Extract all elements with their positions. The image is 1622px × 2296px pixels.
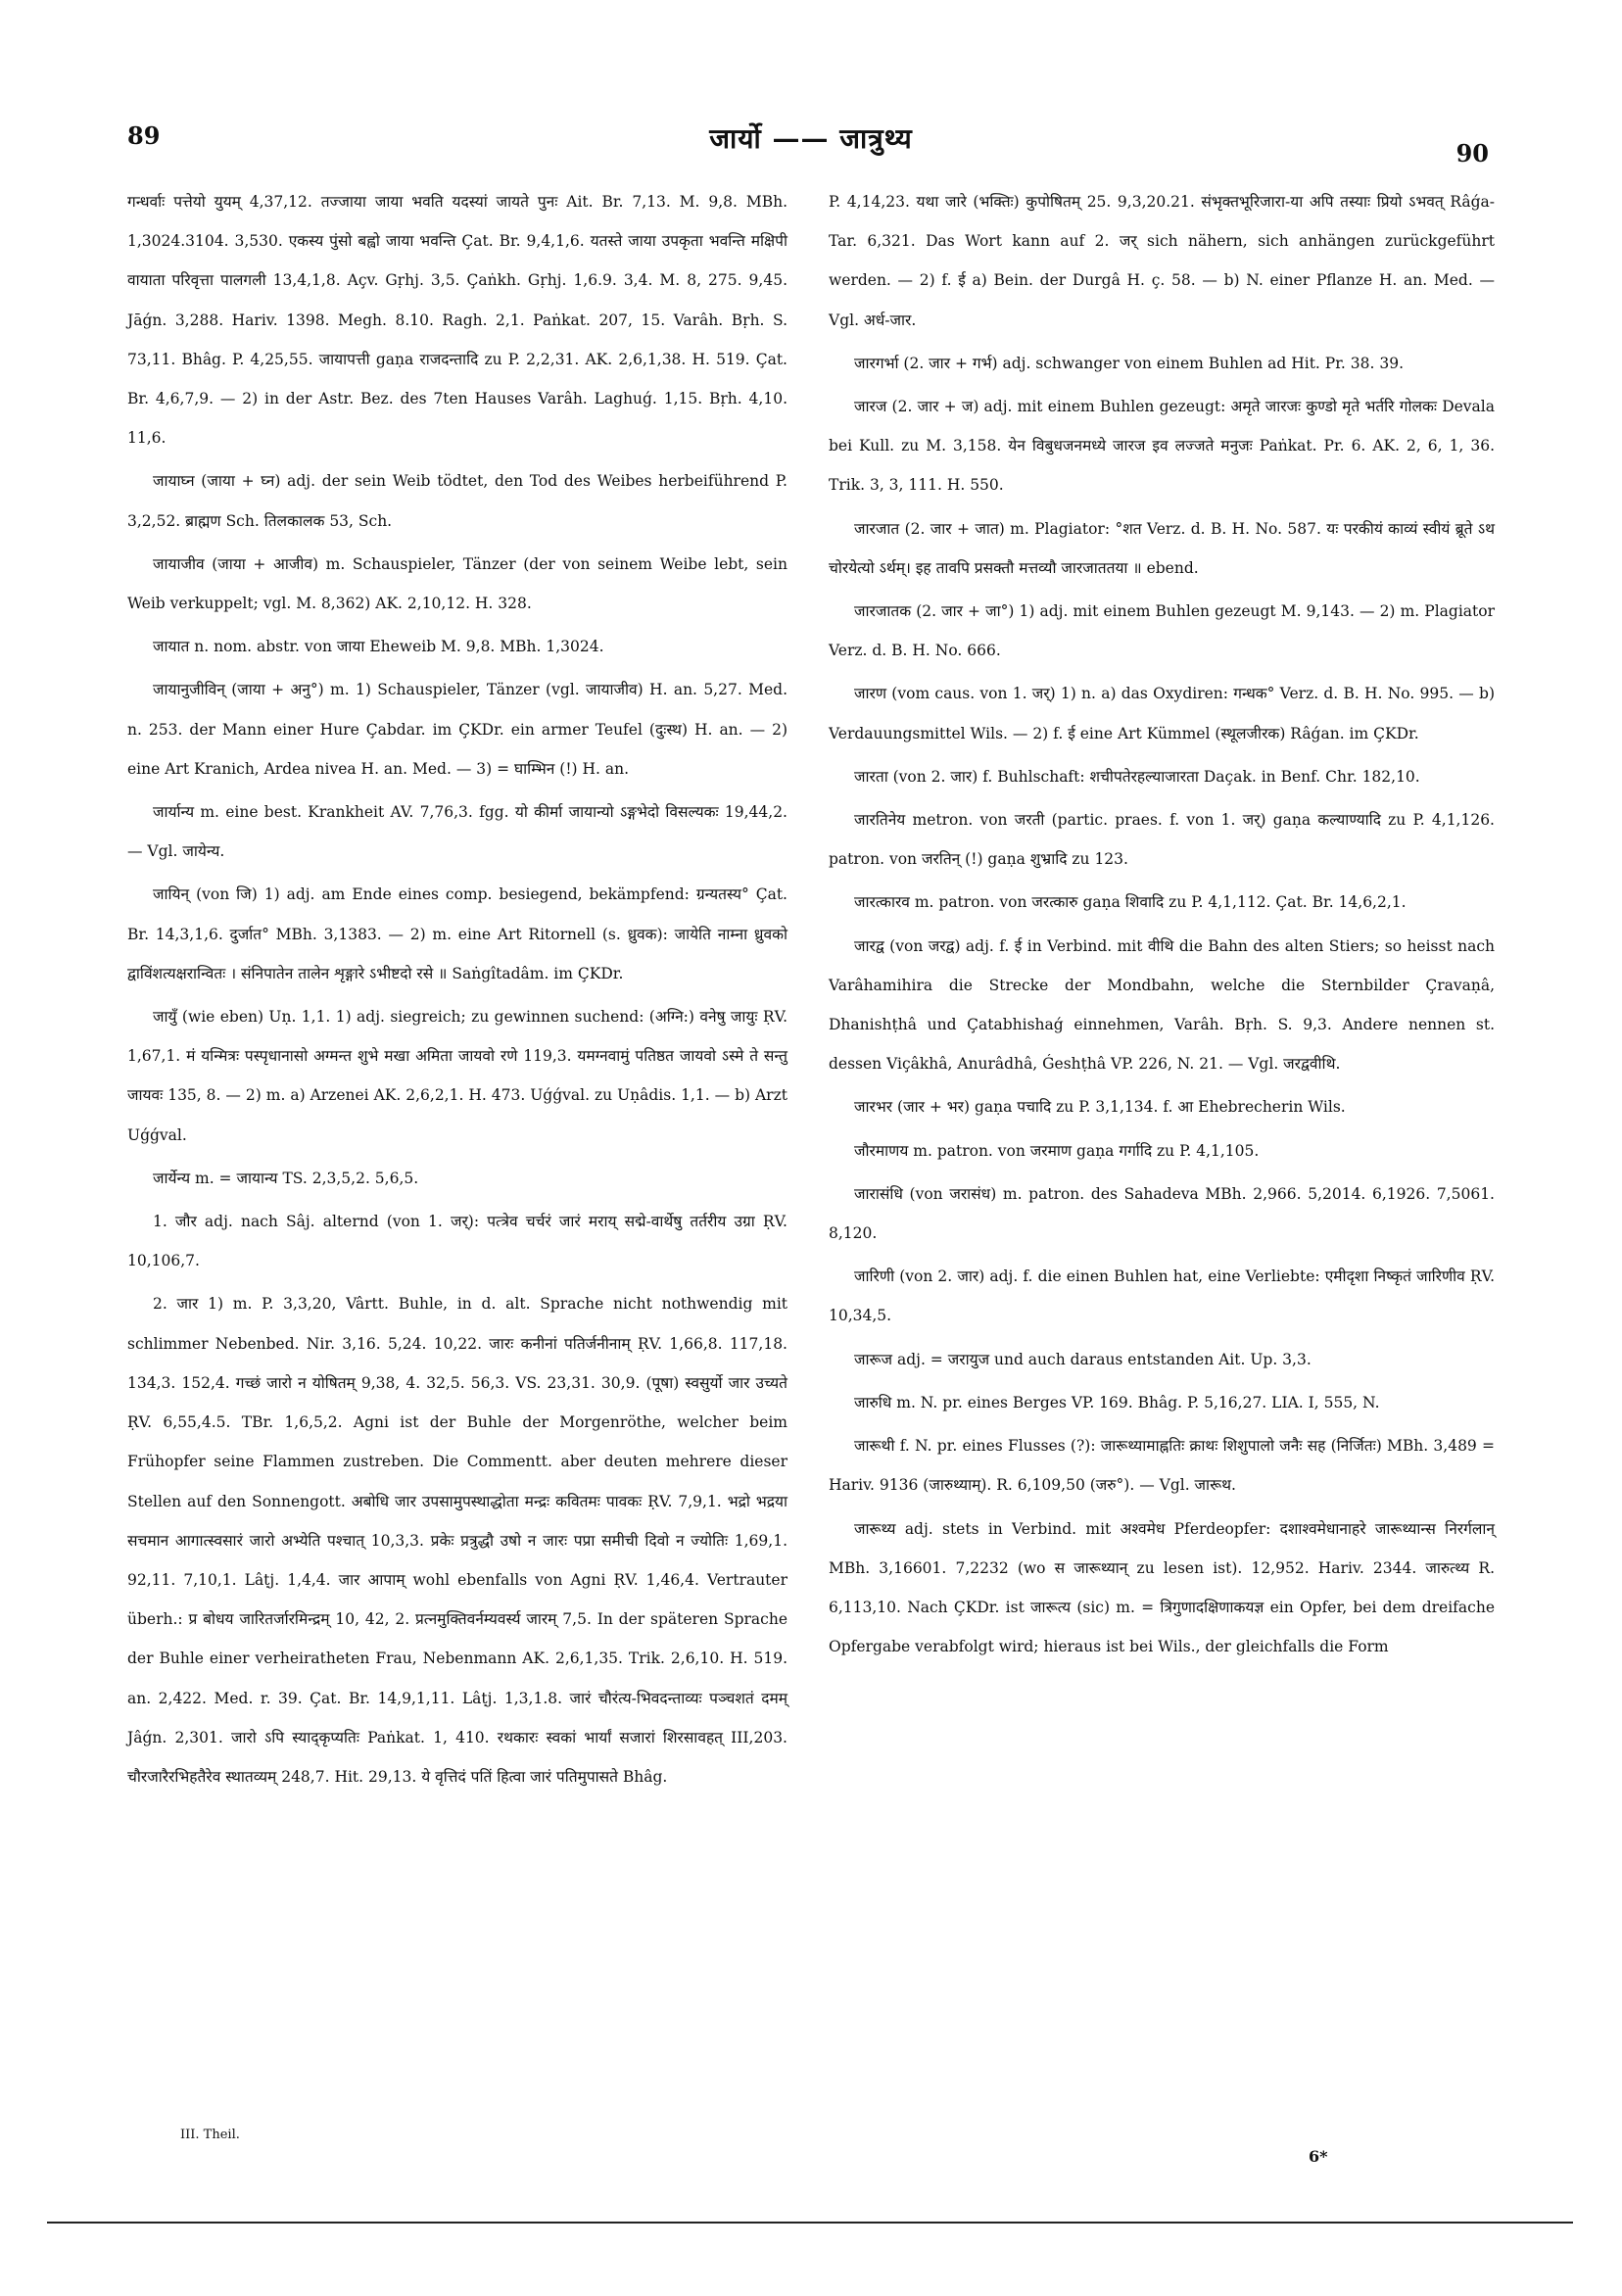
- dictionary-entry: जारता (von 2. जार) f. Buhlschaft: शचीपतेरहल्याजारता Daçak. in Benf. Chr. 182,10.: [854, 767, 1420, 786]
- dictionary-entry: जारजातक (2. जार + जा°) 1) adj. mit einem Buhlen gezeugt M. 9,143. — 2) m. Plagiator Verz. d. B. H. No. 666.: [829, 602, 1495, 660]
- dictionary-entry: जारूथी f. N. pr. eines Flusses (?): जारूथ्यामाह्नतिः क्राथः शिशुपालो जनैः सह (निर्जितः) MBh. 3,489 = Hariv. 9136 (जारुथ्याम्). R. 6,109,50 (जरु°). — Vgl. जारूथ.: [829, 1437, 1495, 1495]
- dictionary-entry: जारज (2. जार + ज) adj. mit einem Buhlen gezeugt: अमृते जारजः कुण्डो मृते भर्तरि गोलकः Devala bei Kull. zu M. 3,158. येन विबुधजनमध्ये जारज इव लज्जते मनुजः Paṅkat. Pr. 6. AK. 2, 6, 1, 36. Trik. 3, 3, 111. H. 550.: [829, 398, 1495, 495]
- dictionary-entry: जौरमाणय m. patron. von जरमाण gaṇa गर्गादि zu P. 4,1,105.: [854, 1141, 1260, 1160]
- dictionary-entry: जायुँ (wie eben) Uṇ. 1,1. 1) adj. siegreich; zu gewinnen suchend: (अग्नि:) वनेषु जायुः ṚV. 1,67,1. मं यन्मित्रः पस्पृधानासो अग्मन्त शुभे मखा अमिता जायवो रणे 119,3. यमग्नवामुं पतिष्ठत जायवो ऽस्मे ते सन्तु जायवः 135, 8. — 2) m. a) Arzenei AK. 2,6,2,1. H. 473. Uǵǵval. zu Uṇâdis. 1,1. — b) Arzt Uǵǵval.: [127, 1008, 787, 1144]
- dictionary-entry: जायानुजीविन् (जाया + अनु°) m. 1) Schauspieler, Tänzer (vgl. जायाजीव) H. an. 5,27. Med. n. 253. der Mann einer Hure Çabdar. im ÇKDr. ein armer Teufel (दुःस्थ) H. an. — 2) eine Art Kranich, Ardea nivea H. an. Med. — 3) = घाम्भिन (!) H. an.: [127, 681, 787, 778]
- dictionary-entry: जारासंधि (von जरासंध) m. patron. des Sahadeva MBh. 2,966. 5,2014. 6,1926. 7,5061. 8,120.: [829, 1184, 1495, 1243]
- volume-note: III. Theil.: [180, 2128, 240, 2142]
- dictionary-entry: जारण (vom caus. von 1. जर्) 1) n. a) das Oxydiren: गन्धक° Verz. d. B. H. No. 995. — b) Verdauungsmittel Wils. — 2) f. ई eine Art Kümmel (स्थूलजीरक) Râǵan. im ÇKDr.: [829, 685, 1495, 742]
- right-column: [829, 182, 1495, 1670]
- dictionary-entry: जार्येन्य m. = जायान्य TS. 2,3,5,2. 5,6,5.: [153, 1169, 419, 1187]
- dictionary-entry: जारतिनेय metron. von जरती (partic. praes. f. von 1. जर्) gaṇa कल्याण्यादि zu P. 4,1,126. patron. von जरतिन् (!) gaṇa शुभ्रादि zu 123.: [829, 811, 1495, 869]
- left-page-number: 89: [127, 121, 161, 150]
- dictionary-entry: जायाजीव (जाया + आजीव) m. Schauspieler, Tänzer (der von seinem Weibe lebt, sein Weib verkuppelt; vgl. M. 8,362) AK. 2,10,12. H. 328.: [127, 554, 787, 613]
- dictionary-entry: जार्यान्य m. eine best. Krankheit AV. 7,76,3. fgg. यो कीर्मा जायान्यो ऽङ्गभेदो विसल्यकः 19,44,2. — Vgl. जायेन्य.: [127, 803, 787, 861]
- dictionary-entry: जारत्कारव m. patron. von जरत्कारु gaṇa शिवादि zu P. 4,1,112. Çat. Br. 14,6,2,1.: [854, 893, 1407, 912]
- dictionary-entry: 1. जौर adj. nach Sâj. alternd (von 1. जर्): पत्त्रेव चर्चरं जारं मराय् सद्मे-वार्थेषु तर्तरीय उग्रा ṚV. 10,106,7.: [127, 1213, 787, 1270]
- bottom-rule: [47, 2222, 1573, 2224]
- dictionary-entry: जायिन् (von जि) 1) adj. am Ende eines comp. besiegend, bekämpfend: ग्रन्यतस्य° Çat. Br. 14,3,1,6. दुर्जात° MBh. 3,1383. — 2) m. eine Art Ritornell (s. ध्रुवक): जायेति नाम्ना ध्रुवको द्वाविंशत्यक्षरान्वितः । संनिपातेन तालेन शृङ्गारे ऽभीष्टदो रसे ॥ Saṅgîtadâm. im ÇKDr.: [127, 885, 787, 982]
- printer-signature: 6*: [1309, 2147, 1328, 2166]
- dictionary-entry: जारुधि m. N. pr. eines Berges VP. 169. Bhâg. P. 5,16,27. LIA. I, 555, N.: [854, 1393, 1380, 1411]
- dictionary-entry: जारगर्भा (2. जार + गर्भ) adj. schwanger von einem Buhlen ad Hit. Pr. 38. 39.: [854, 354, 1405, 372]
- dictionary-entry: जारूज adj. = जरायुज und auch daraus entstanden Ait. Up. 3,3.: [854, 1350, 1312, 1368]
- dictionary-entry: जायात n. nom. abstr. von जाया Eheweib M. 9,8. MBh. 1,3024.: [153, 638, 604, 656]
- dictionary-entry: जारूथ्य adj. stets in Verbind. mit अश्वमेध Pferdeopfer: दशाश्वमेधानाहरे जारूथ्यान्स निरर्गलान् MBh. 3,16601. 7,2232 (wo स जारूथ्यान् zu lesen ist). 12,952. Hariv. 2344. जारुत्थ्य R. 6,113,10. Nach ÇKDr. ist जारूत्य (sic) m. = त्रिगुणादक्षिणाकयज्ञ ein Opfer, bei dem dreifache Opfergabe verabfolgt wird; hieraus ist bei Wils., der gleichfalls die Form: [829, 1519, 1495, 1656]
- dictionary-entry: 2. जार 1) m. P. 3,3,20, Vârtt. Buhle, in d. alt. Sprache nicht nothwendig mit schlimmer Nebenbed. Nir. 3,16. 5,24. 10,22. जारः कनीनां पतिर्जनीनाम् ṚV. 1,66,8. 117,18. 134,3. 152,4. गच्छं जारो न योषितम् 9,38, 4. 32,5. 56,3. VS. 23,31. 30,9. (पूषा) स्वसुर्यो जार उच्यते ṚV. 6,55,4.5. TBr. 1,6,5,2. Agni ist der Buhle der Morgenröthe, welcher beim Frühopfer seine Flammen zustreben. Die Commentt. aber deuten mehrere dieser Stellen auf den Sonnengott. अबोधि जार उपसामुपस्थाद्धोता मन्द्रः कवितमः पावकः ṚV. 7,9,1. भद्रो भद्रया सचमान आगात्स्वसारं जारो अभ्येति पश्चात् 10,3,3. प्रकेः प्रत्रुद्धौ उषो न जारः पप्रा समीची दिवो न ज्योतिः 1,69,1. 92,11. 7,10,1. Lâṭj. 1,4,4. जार आपाम् wohl ebenfalls von Agni ṚV. 1,46,4. Vertrauter überh.: प्र बोधय जारितर्जारमिन्द्रम् 10, 42, 2. प्रत्नमुक्तिवर्नम्यवर्स्य जारम् 7,5. In der späteren Sprache der Buhle einer verheiratheten Frau, Nebenmann AK. 2,6,1,35. Trik. 2,6,10. H. 519. an. 2,422. Med. r. 39. Çat. Br. 14,9,1,11. Lâṭj. 1,3,1.8. जारं चौरंत्य-भिवदन्ताव्यः पञ्चशतं दमम् Jâǵn. 2,301. जारो ऽपि स्याद्कृप्यतिः Paṅkat. 1, 410. रथकारः स्वकां भार्यां सजारां शिरसावहत् III,203. चौरजारैरभिहतैरेव स्थातव्यम् 248,7. Hit. 29,13. ये वृत्तिदं पतिं हित्वा जारं पतिमुपासते Bhâg.: [127, 1295, 787, 1786]
- dictionary-entry: P. 4,14,23. यथा जारे (भक्तिः) कुपोषितम् 25. 9,3,20.21. संभृक्तभूरिजारा-या अपि तस्याः प्रियो ऽभवत् Râǵa-Tar. 6,321. Das Wort kann auf 2. जर् sich nähern, sich anhängen zurückgeführt werden. — 2) f. ई a) Bein. der Durgâ H. ç. 58. — b) N. einer Pflanze H. an. Med. — Vgl. अर्ध-जार.: [829, 193, 1495, 329]
- dictionary-entry: जारिणी (von 2. जार) adj. f. die einen Buhlen hat, eine Verliebte: एमीदृशा निष्कृतं जारिणीव ṚV. 10,34,5.: [829, 1268, 1495, 1325]
- right-page-number: 90: [1455, 139, 1489, 167]
- dictionary-entry: जारभर (जार + भर) gaṇa पचादि zu P. 3,1,134. f. आ Ehebrecherin Wils.: [854, 1098, 1346, 1117]
- dictionary-entry: जायाघ्न (जाया + घ्न) adj. der sein Weib tödtet, den Tod des Weibes herbeiführend P. 3,2,52. ब्राह्मण Sch. तिलकालक 53, Sch.: [127, 472, 787, 530]
- left-column: [127, 182, 787, 1800]
- dictionary-entry: जारजात (2. जार + जात) m. Plagiator: °शत Verz. d. B. H. No. 587. यः परकीयं काव्यं स्वीयं ब्रूते ऽथ चोरयेत्यो ऽर्थम्। इह तावपि प्रसक्तौ मत्तव्यौ जारजाततया ॥ ebend.: [829, 519, 1495, 577]
- dictionary-entry: गन्धर्वाः पत्तेयो युयम् 4,37,12. तज्जाया जाया भवति यदस्यां जायते पुनः Ait. Br. 7,13. M. 9,8. MBh. 1,3024.3104. 3,530. एकस्य पुंसो बह्वो जाया भवन्ति Çat. Br. 9,4,1,6. यतस्ते जाया उपकृता भवन्ति मक्षिपी वायाता परिवृत्ता पालगली 13,4,1,8. Açv. Gṛhj. 3,5. Çaṅkh. Gṛhj. 1,6.9. 3,4. M. 8, 275. 9,45. Jāǵn. 3,288. Hariv. 1398. Megh. 8.10. Ragh. 2,1. Paṅkat. 207, 15. Varâh. Bṛh. S. 73,11. Bhâg. P. 4,25,55. जायापत्ती gaṇa राजदन्तादि zu P. 2,2,31. AK. 2,6,1,38. H. 519. Çat. Br. 4,6,7,9. — 2) in der Astr. Bez. des 7ten Hauses Varâh. Laghuǵ. 1,15. Bṛh. 4,10. 11,6.: [127, 193, 787, 448]
- running-head: जार्यो —— जात्रुथ्य: [709, 122, 913, 155]
- dictionary-entry: जारद्व (von जरद्व) adj. f. ई in Verbind. mit वीथि die Bahn des alten Stiers; so heisst nach Varâhamihira die Strecke der Mondbahn, welche die Sternbilder Çravaṇâ, Dhanishṭhâ und Çatabhishaǵ einnehmen, Varâh. Bṛh. S. 9,3. Andere nennen st. dessen Viçâkhâ, Anurâdhâ, Ǵeshṭhâ VP. 226, N. 21. — Vgl. जरद्ववीथि.: [829, 936, 1495, 1074]
